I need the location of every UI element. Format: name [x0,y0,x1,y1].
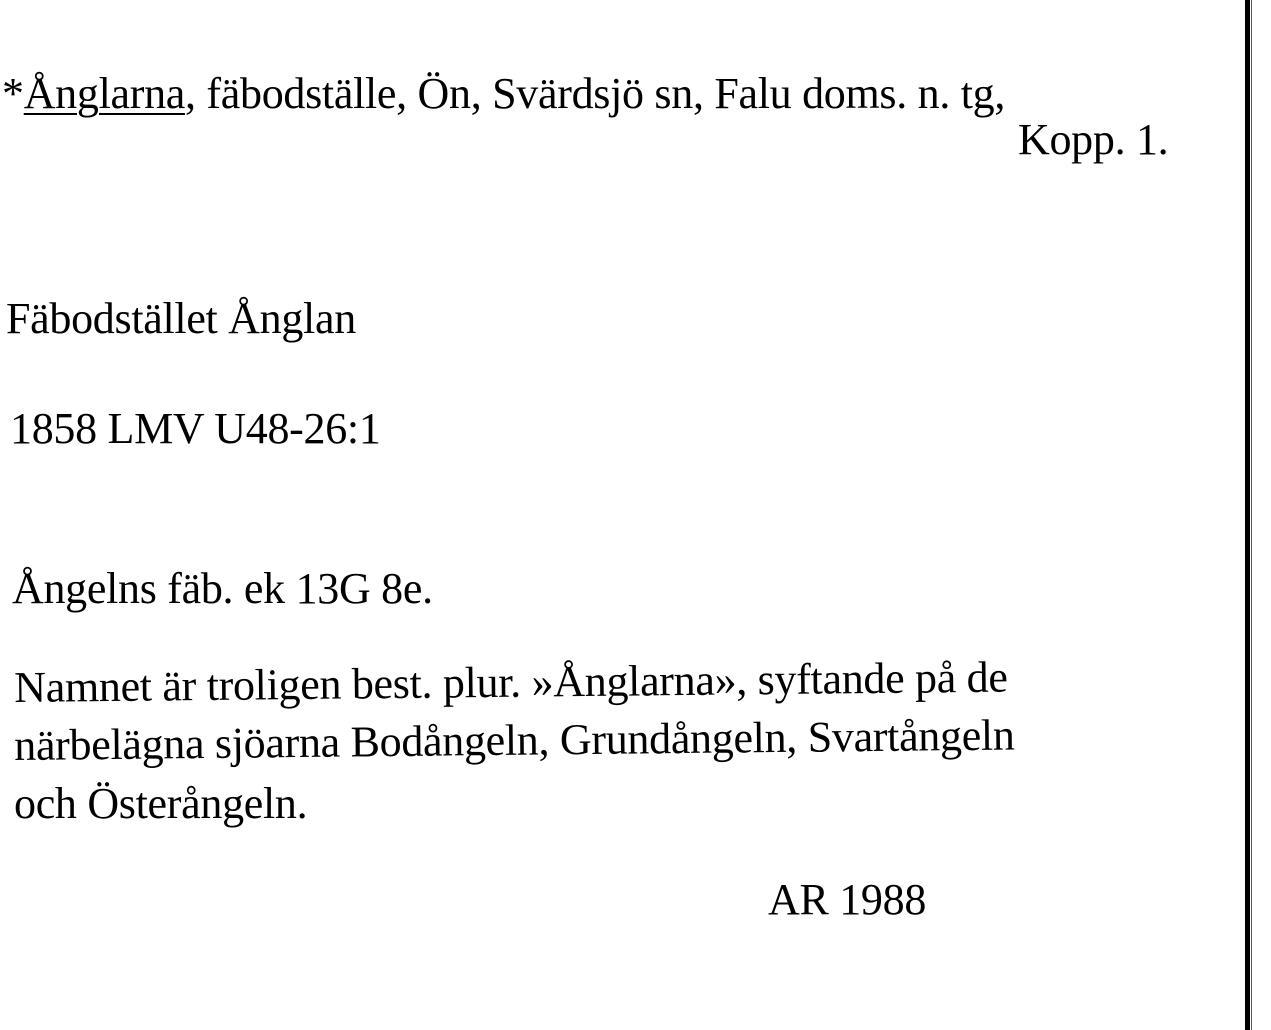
source-ek: Ångelns fäb. ek 13G 8e. [12,564,433,613]
card-edge-line [1245,0,1250,1030]
name-form: Fäbodstället Ånglan [6,294,356,343]
card-edge-shadow [1251,0,1252,1030]
signature: AR 1988 [768,875,927,924]
commentary-line-3: och Österångeln. [14,779,308,828]
entry-header [2,69,1006,118]
commentary-line-1: Namnet är troligen best. plur. »Ånglarna», syftande på de [13,652,1008,712]
headword: Ånglarna [23,69,186,118]
entry-reference: Kopp. 1. [1018,115,1169,164]
source-1858: 1858 LMV U48-26:1 [10,404,381,453]
asterisk-mark: * [2,69,24,118]
commentary-line-2: närbelägna sjöarna Bodångeln, Grundångeln, Svartångeln [13,710,1015,770]
entry-header-rest: , fäbodställe, Ön, Svärdsjö sn, Falu doms. n. tg, [185,69,1006,118]
